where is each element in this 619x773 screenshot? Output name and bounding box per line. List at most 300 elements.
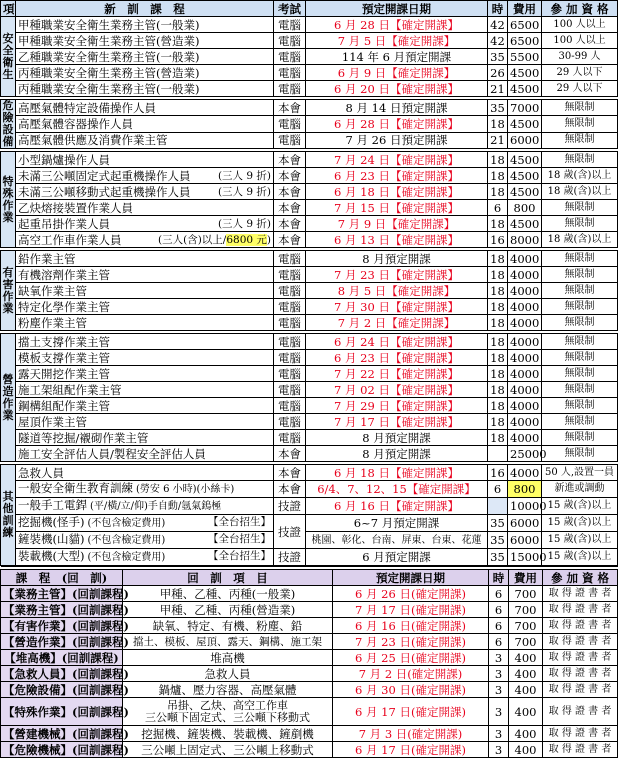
header-eligibility: 參 加 資 格: [542, 1, 618, 17]
refresh-items: 堆高機: [123, 650, 333, 666]
start-date: 8 月 14 日預定開課: [306, 100, 488, 116]
course-name: [16, 267, 274, 283]
eligibility: 無限制: [542, 446, 618, 462]
refresh-hours: 3: [489, 650, 509, 666]
hours: [488, 498, 508, 515]
fee: 4500: [508, 116, 542, 132]
start-date: 6 月 20 日【確定開課】: [306, 81, 488, 97]
category-label: 安全衛生: [1, 17, 16, 97]
course-name: [16, 33, 274, 49]
course-title: 有機溶劑作業主管: [18, 267, 110, 282]
eligibility: 15 歲(含)以上: [542, 532, 618, 549]
table-row: [1, 532, 618, 549]
fee: 4000: [508, 267, 542, 283]
refresh-hours: 3: [489, 726, 509, 742]
hours: 18: [488, 382, 508, 398]
refresh-category: 【危險機械】(回訓課程): [1, 742, 123, 758]
eligibility: 無限制: [542, 398, 618, 414]
exam-type: 技證: [274, 498, 306, 515]
eligibility: 29 人以下: [542, 65, 618, 81]
refresh-eligibility: 取 得 證 書 者: [543, 602, 618, 618]
table-row: [1, 430, 618, 446]
fee: 4500: [508, 184, 542, 200]
start-date: 8 月預定開課: [306, 446, 488, 462]
course-title: 乙種職業安全衛生業務主管(一般業): [18, 49, 200, 64]
table-row: [1, 168, 618, 184]
refresh-fee: 400: [509, 666, 543, 682]
eligibility: 29 人以下: [542, 81, 618, 97]
fee: 4000: [508, 334, 542, 350]
table-row: [1, 283, 618, 299]
course-name: [16, 232, 274, 248]
exam-type: 本會: [274, 446, 306, 462]
eligibility: 無限制: [542, 267, 618, 283]
header-hours: 時: [488, 1, 508, 17]
refresh-category: 【有害作業】(回訓課程): [1, 618, 123, 634]
refresh-row: [1, 634, 618, 650]
refresh-items-line: 吊掛、乙炔、高空工作車: [167, 698, 288, 712]
eligibility: 50 人,設置一員: [542, 465, 618, 481]
course-name: [16, 251, 274, 267]
fee: 4500: [508, 81, 542, 97]
course-title: 甲種職業安全衛生業務主管(營造業): [18, 33, 200, 48]
refresh-header-eligibility: 參 加 資 格: [543, 570, 618, 586]
eligibility: 30-99 人: [542, 49, 618, 65]
eligibility: 無限制: [542, 366, 618, 382]
eligibility: 無限制: [542, 299, 618, 315]
exam-type: 本會: [274, 200, 306, 216]
course-name: [16, 315, 274, 331]
exam-type: 本會: [274, 168, 306, 184]
fee: 6000: [508, 532, 542, 549]
refresh-fee: 400: [509, 726, 543, 742]
start-date: 6/4、7、12、15【確定開課】: [306, 481, 488, 498]
exam-type: 本會: [274, 481, 306, 498]
course-title: 未滿三公噸固定式起重機操作人員: [18, 168, 191, 183]
refresh-header: [1, 570, 618, 586]
hours: 42: [488, 17, 508, 33]
exam-type: 電腦: [274, 81, 306, 97]
refresh-fee: 400: [509, 650, 543, 666]
eligibility: 無限制: [542, 414, 618, 430]
exam-type: 電腦: [274, 414, 306, 430]
exam-type: 電腦: [274, 267, 306, 283]
refresh-fee: 700: [509, 602, 543, 618]
hours: 6: [488, 481, 508, 498]
recruit-tag: 【全台招生】: [208, 533, 271, 545]
table-row: [1, 498, 618, 515]
course-name: [16, 17, 274, 33]
start-date: 6 月 24 日【確定開課】: [306, 334, 488, 350]
header-category: 項: [1, 1, 16, 17]
exam-type: 電腦: [274, 251, 306, 267]
hours: 42: [488, 33, 508, 49]
hours: 26: [488, 65, 508, 81]
course-name: [16, 414, 274, 430]
hours: 18: [488, 430, 508, 446]
exam-type: 電腦: [274, 132, 306, 148]
fee: 4000: [508, 315, 542, 331]
refresh-category: 【業務主管】(回訓課程): [1, 602, 123, 618]
eligibility: 100 人以上: [542, 33, 618, 49]
course-title: 甲種職業安全衛生業務主管(一般業): [18, 17, 200, 32]
category-label: 有害作業: [1, 251, 16, 331]
course-note: (三人 9 折): [217, 217, 271, 230]
course-title: 起重吊掛作業人員: [18, 216, 110, 231]
course-name: [16, 465, 274, 481]
refresh-eligibility: 取 得 證 書 者: [543, 634, 618, 650]
eligibility: 15 歲(含)以上: [542, 515, 618, 532]
table-row: [1, 200, 618, 216]
refresh-hours: 6: [489, 586, 509, 602]
course-name: [16, 216, 274, 232]
fee: 6000: [508, 132, 542, 148]
refresh-row: [1, 726, 618, 742]
course-title: 丙種職業安全衛生業務主管(一般業): [18, 81, 200, 96]
eligibility: 無限制: [542, 350, 618, 366]
start-date: 7 月 15 日【確定開課】: [306, 200, 488, 216]
table-header: [1, 1, 618, 17]
hours: 18: [488, 267, 508, 283]
refresh-hours: 6: [489, 634, 509, 650]
hours: 18: [488, 398, 508, 414]
hours: 21: [488, 81, 508, 97]
refresh-category: 【業務主管】(回訓課程): [1, 586, 123, 602]
refresh-eligibility: 取 得 證 書 者: [543, 726, 618, 742]
eligibility: 無限制: [542, 132, 618, 148]
fee: 4000: [508, 382, 542, 398]
exam-type: 電腦: [274, 350, 306, 366]
header-exam: 考試: [274, 1, 306, 17]
fee: 25000: [508, 446, 542, 462]
fee: 4000: [508, 283, 542, 299]
eligibility: 無限制: [542, 251, 618, 267]
header-course: 新 訓 課 程: [16, 1, 274, 17]
table-row: [1, 481, 618, 498]
eligibility: 18 歲(含)以上: [542, 232, 618, 248]
hours: 18: [488, 116, 508, 132]
category-label: 其他訓練: [1, 465, 16, 566]
refresh-header-date: 預定開課日期: [333, 570, 489, 586]
fee: 15000: [508, 549, 542, 566]
refresh-items-line: 三公噸下固定式、三公噸下移動式: [145, 710, 310, 724]
table-row: [1, 267, 618, 283]
fee: 4500: [508, 216, 542, 232]
fee: 4000: [508, 251, 542, 267]
eligibility: 15 歲(含)以上: [542, 498, 618, 515]
refresh-category: 【堆高機】(回訓課程): [1, 650, 123, 666]
refresh-items: 鍋爐、壓力容器、高壓氣體: [123, 682, 333, 698]
fee: 10000: [508, 498, 542, 515]
exam-type: 本會: [274, 465, 306, 481]
course-name: [16, 152, 274, 168]
table-row: [1, 33, 618, 49]
course-name: [16, 132, 274, 148]
table-row: [1, 216, 618, 232]
header-date: 預定開課日期: [306, 1, 488, 17]
hours: 21: [488, 132, 508, 148]
eligibility: 無限制: [542, 334, 618, 350]
course-name: [16, 283, 274, 299]
fee: 6500: [508, 17, 542, 33]
course-title: 鋼構組配作業主管: [18, 398, 110, 413]
refresh-items: 缺氧、特定、有機、粉塵、鉛: [123, 618, 333, 634]
table-row: [1, 116, 618, 132]
table-row: [1, 515, 618, 532]
refresh-items: 挖掘機、鏟裝機、裝載機、鏟剷機: [123, 726, 333, 742]
course-title: 高壓氣體供應及消費作業主管: [18, 133, 168, 148]
refresh-fee: 700: [509, 618, 543, 634]
refresh-items: 甲種、乙種、丙種(營造業): [123, 602, 333, 618]
hours: 18: [488, 251, 508, 267]
course-name: [16, 184, 274, 200]
refresh-row: [1, 742, 618, 758]
refresh-header-course: 課 程 (回 訓): [1, 570, 123, 586]
exam-type: 電腦: [274, 299, 306, 315]
course-name: [16, 334, 274, 350]
fee: 8000: [508, 232, 542, 248]
course-title: 施工安全評估人員/製程安全評估人員: [18, 446, 206, 461]
exam-type: 電腦: [274, 65, 306, 81]
recruit-tag: 【全台招生】: [208, 550, 271, 562]
exam-type: 本會: [274, 152, 306, 168]
hours: 35: [488, 100, 508, 116]
refresh-category: 【營造作業】(回訓課程): [1, 634, 123, 650]
course-note: (三人 9 折): [217, 169, 271, 182]
course-title: 露天開挖作業主管: [18, 366, 110, 381]
course-name: [16, 81, 274, 97]
course-title: 屋頂作業主管: [18, 414, 87, 429]
refresh-eligibility: 取 得 證 書 者: [543, 618, 618, 634]
course-title: 高空工作車作業人員: [18, 232, 122, 247]
course-note: (勞安 6 小時)(小絲卡): [136, 484, 235, 495]
course-name: [16, 498, 274, 515]
eligibility: 無限制: [542, 152, 618, 168]
course-title: 未滿三公噸移動式起重機操作人員: [18, 184, 191, 199]
category-label: 特殊作業: [1, 152, 16, 248]
start-date: 6~7 月預定開課: [306, 515, 488, 532]
refresh-hours: 6: [489, 618, 509, 634]
hours: 18: [488, 414, 508, 430]
start-date: 8 月預定開課: [306, 251, 488, 267]
start-date: 114 年 6 月預定開課: [306, 49, 488, 65]
table-row: [1, 414, 618, 430]
exam-type: 技證: [274, 515, 306, 549]
start-date: 7 月 2 日【確定開課】: [306, 315, 488, 331]
course-title: 丙種職業安全衛生業務主管(營造業): [18, 65, 200, 80]
fee: 4000: [508, 465, 542, 481]
exam-type: 本會: [274, 216, 306, 232]
course-name: [16, 398, 274, 414]
refresh-items: [123, 698, 333, 726]
refresh-date: 6 月 25 日(確定開課): [333, 650, 489, 666]
fee: 5500: [508, 49, 542, 65]
fee: 800: [508, 481, 542, 498]
hours: 18: [488, 184, 508, 200]
course-title: 施工架組配作業主管: [18, 382, 122, 397]
fee: 4000: [508, 398, 542, 414]
refresh-items: 急救人員: [123, 666, 333, 682]
course-name: [16, 366, 274, 382]
refresh-eligibility: 取 得 證 書 者: [543, 650, 618, 666]
course-note: (平/橫/立/仰)手自動/氬氣鎢極: [90, 501, 222, 512]
hours: 18: [488, 366, 508, 382]
table-row: [1, 184, 618, 200]
course-note: (不包含檢定費用): [87, 518, 166, 529]
course-name: [16, 430, 274, 446]
recruit-tag: 【全台招生】: [208, 516, 271, 528]
refresh-eligibility: 取 得 證 書 者: [543, 586, 618, 602]
course-name: [16, 116, 274, 132]
exam-type: 技證: [274, 549, 306, 566]
exam-type: 本會: [274, 184, 306, 200]
exam-type: 電腦: [274, 33, 306, 49]
table-row: [1, 65, 618, 81]
course-name: [16, 446, 274, 462]
refresh-date: 6 月 17 日(確定開課): [333, 698, 489, 726]
fee: 800: [508, 200, 542, 216]
eligibility: 無限制: [542, 100, 618, 116]
hours: 18: [488, 315, 508, 331]
fee: 4000: [508, 414, 542, 430]
course-title: 裝載機(大型): [18, 549, 85, 563]
fee: 6500: [508, 33, 542, 49]
course-name: [16, 350, 274, 366]
fee: 6000: [508, 515, 542, 532]
start-date: 7 月 17 日【確定開課】: [306, 414, 488, 430]
course-name: [16, 549, 274, 566]
refresh-fee: 400: [509, 742, 543, 758]
refresh-date: 7 月 23 日(確定開課): [333, 634, 489, 650]
start-date: 7 月 5 日【確定開課】: [306, 33, 488, 49]
refresh-row: [1, 698, 618, 726]
table-row: [1, 350, 618, 366]
fee: 4000: [508, 299, 542, 315]
eligibility: 無限制: [542, 116, 618, 132]
refresh-fee: 700: [509, 634, 543, 650]
refresh-hours: 3: [489, 698, 509, 726]
table-row: [1, 366, 618, 382]
refresh-hours: 3: [489, 742, 509, 758]
exam-type: 電腦: [274, 398, 306, 414]
start-date: 7 月 26 日預定開課: [306, 132, 488, 148]
fee: 4000: [508, 366, 542, 382]
refresh-hours: 6: [489, 602, 509, 618]
refresh-row: [1, 666, 618, 682]
start-date: 7 月 9 日【確定開課】: [306, 216, 488, 232]
eligibility: 15 歲(含)以上: [542, 549, 618, 566]
start-date: 6 月 28 日【確定開課】: [306, 17, 488, 33]
course-title: 一般安全衛生教育訓練: [18, 481, 133, 495]
start-date: 7 月 24 日【確定開課】: [306, 152, 488, 168]
hours: 35: [488, 515, 508, 532]
eligibility: 18 歲(含)以上: [542, 168, 618, 184]
exam-type: 電腦: [274, 116, 306, 132]
refresh-header-fee: 費用: [509, 570, 543, 586]
exam-type: 電腦: [274, 366, 306, 382]
refresh-row: [1, 602, 618, 618]
eligibility: 無限制: [542, 430, 618, 446]
refresh-items: 擋土、模板、屋頂、露天、鋼構、施工架: [123, 634, 333, 650]
refresh-date: 7 月 2 日(確定開課): [333, 666, 489, 682]
course-title: 急救人員: [18, 465, 64, 480]
exam-type: 本會: [274, 100, 306, 116]
course-title: 小型鍋爐操作人員: [18, 152, 110, 167]
course-title: 高壓氣體容器操作人員: [18, 116, 133, 131]
course-title: 隧道等挖掘/襯砌作業主管: [18, 430, 149, 445]
table-row: [1, 446, 618, 462]
table-row: [1, 152, 618, 168]
refresh-date: 6 月 30 日(確定開課): [333, 682, 489, 698]
eligibility: 新進或調動: [542, 481, 618, 498]
start-date: 7 月 22 日【確定開課】: [306, 366, 488, 382]
eligibility: 18 歲(含)以上: [542, 184, 618, 200]
exam-type: 電腦: [274, 334, 306, 350]
table-row: [1, 251, 618, 267]
course-note-close: ): [266, 233, 271, 246]
refresh-row: [1, 682, 618, 698]
refresh-eligibility: 取 得 證 書 者: [543, 698, 618, 726]
course-title: 特定化學作業主管: [18, 299, 110, 314]
table-row: [1, 232, 618, 248]
hours: 18: [488, 350, 508, 366]
hours: 18: [488, 299, 508, 315]
hours: 35: [488, 532, 508, 549]
course-name: [16, 299, 274, 315]
course-note: (三人 9 折): [217, 185, 271, 198]
refresh-eligibility: 取 得 證 書 者: [543, 682, 618, 698]
course-title: 模板支撐作業主管: [18, 350, 110, 365]
start-date: 7 月 30 日【確定開課】: [306, 299, 488, 315]
refresh-items: 甲種、乙種、丙種(一般業): [123, 586, 333, 602]
refresh-category: 【營建機械】(回訓課程): [1, 726, 123, 742]
start-date: 6 月 9 日【確定開課】: [306, 65, 488, 81]
eligibility: 無限制: [542, 283, 618, 299]
course-title: 鉛作業主管: [18, 251, 76, 266]
refresh-row: [1, 650, 618, 666]
start-date: 8 月預定開課: [306, 430, 488, 446]
eligibility: 無限制: [542, 200, 618, 216]
start-date: 6 月 18 日【確定開課】: [306, 184, 488, 200]
course-title: 乙炔熔接裝置作業人員: [18, 200, 133, 215]
course-name: [16, 100, 274, 116]
start-date: 桃園、彰化、台南、屏東、台東、花蓮: [306, 532, 488, 549]
table-row: [1, 549, 618, 566]
refresh-hours: 3: [489, 666, 509, 682]
table-row: [1, 81, 618, 97]
table-row: [1, 382, 618, 398]
course-name: [16, 532, 274, 549]
hours: 35: [488, 49, 508, 65]
category-label: 營造作業: [1, 334, 16, 462]
course-name: [16, 200, 274, 216]
start-date: 6 月 16 日【確定開課】: [306, 498, 488, 515]
hours: 18: [488, 283, 508, 299]
hours: 6: [488, 200, 508, 216]
course-name: [16, 515, 274, 532]
fee: 7000: [508, 100, 542, 116]
table-row: [1, 465, 618, 481]
table-row: [1, 315, 618, 331]
course-title: 高壓氣體特定設備操作人員: [18, 100, 156, 115]
refresh-eligibility: 取 得 證 書 者: [543, 666, 618, 682]
discount-price: 6800 元: [226, 233, 267, 246]
fee: 4500: [508, 168, 542, 184]
header-fee: 費用: [508, 1, 542, 17]
hours: 18: [488, 216, 508, 232]
start-date: 6 月 23 日【確定開課】: [306, 350, 488, 366]
refresh-date: 6 月 16 日(確定開課): [333, 618, 489, 634]
